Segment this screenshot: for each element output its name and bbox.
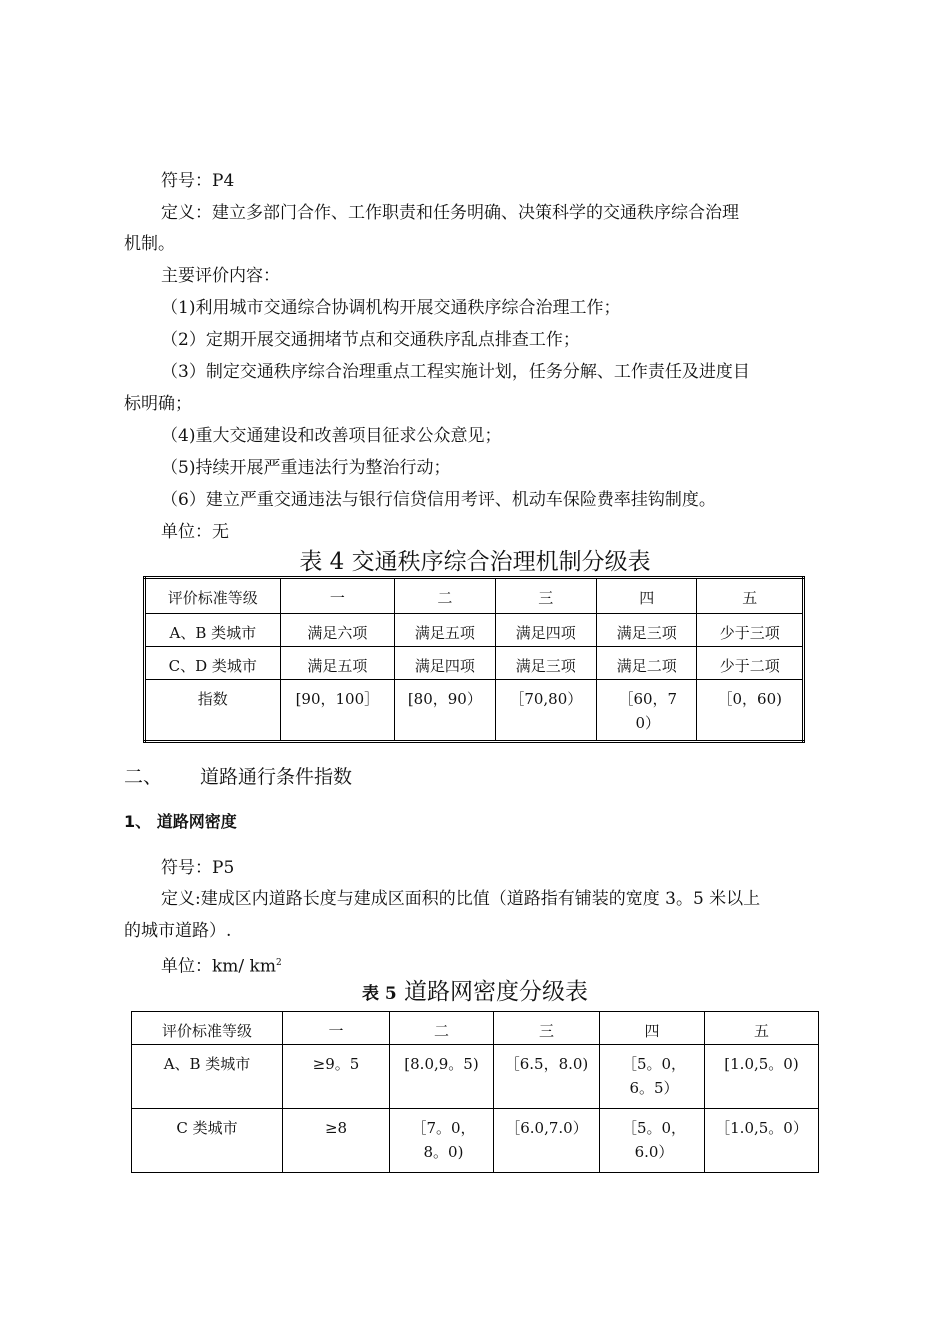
table5-caption-number: 表 5 xyxy=(361,984,397,1004)
table-cell: [90，100］ xyxy=(280,680,395,742)
table-cell: [8.0,9。5) xyxy=(390,1045,494,1109)
table-cell: C 类城市 xyxy=(132,1109,283,1173)
p4-item: （4)重大交通建设和改善项目征求公众意见； xyxy=(161,426,502,446)
table5 xyxy=(131,1011,819,1173)
p4-item: （3）制定交通秩序综合治理重点工程实施计划，任务分解、工作责任及进度目 xyxy=(161,362,750,382)
table-cell: 满足三项 xyxy=(597,614,697,647)
p4-item: （1)利用城市交通综合协调机构开展交通秩序综合治理工作； xyxy=(161,298,621,318)
table-row xyxy=(145,680,804,742)
table-header-cell: 三 xyxy=(495,578,596,614)
table-cell: 满足二项 xyxy=(597,647,697,680)
table-header-cell: 三 xyxy=(494,1012,600,1045)
table-cell: ［5。0，6.0） xyxy=(600,1109,705,1173)
table-cell: 满足四项 xyxy=(495,614,596,647)
p4-item: （5)持续开展严重违法行为整治行动； xyxy=(161,458,451,478)
table5-caption xyxy=(0,978,950,1008)
table-cell: [1.0,5。0) xyxy=(705,1045,819,1109)
table-cell: 满足四项 xyxy=(395,647,495,680)
table5-caption-title: 道路网密度分级表 xyxy=(404,979,589,1005)
table-cell: ［6.5，8.0) xyxy=(494,1045,600,1109)
table-cell: ≥9。5 xyxy=(283,1045,390,1109)
table-cell: C、D 类城市 xyxy=(145,647,281,680)
table-cell: ≥8 xyxy=(283,1109,390,1173)
table-cell: 指数 xyxy=(145,680,281,742)
table-row xyxy=(145,647,804,680)
table-header-cell: 四 xyxy=(600,1012,705,1045)
table-cell: 少于二项 xyxy=(697,647,804,680)
table-cell: A、B 类城市 xyxy=(145,614,281,647)
p5-symbol: 符号：P5 xyxy=(161,858,235,878)
p4-definition-line1: 定义：建立多部门合作、工作职责和任务明确、决策科学的交通秩序综合治理 xyxy=(161,203,739,223)
table-cell: ［70,80） xyxy=(495,680,596,742)
table-header-cell: 评价标准等级 xyxy=(145,578,281,614)
p4-unit: 单位：无 xyxy=(161,522,229,542)
p4-item-continuation: 标明确； xyxy=(124,394,192,414)
p4-item: （2）定期开展交通拥堵节点和交通秩序乱点排查工作； xyxy=(161,330,580,350)
table-row xyxy=(132,1045,819,1109)
table-header-cell: 五 xyxy=(697,578,804,614)
section-heading xyxy=(124,765,352,789)
p5-unit-text: 单位：km/ km xyxy=(161,956,276,977)
section-number: 二、 xyxy=(124,766,163,788)
table-cell: 满足六项 xyxy=(280,614,395,647)
table-cell: A、B 类城市 xyxy=(132,1045,283,1109)
table-row xyxy=(145,614,804,647)
p5-unit-exponent: 2 xyxy=(275,958,282,968)
table-cell: 满足五项 xyxy=(280,647,395,680)
table-header-cell: 二 xyxy=(395,578,495,614)
table-header-cell: 一 xyxy=(280,578,395,614)
p4-definition-line2: 机制。 xyxy=(124,234,175,254)
table-row xyxy=(132,1109,819,1173)
table5-header-row xyxy=(132,1012,819,1045)
subsection-heading: 1、 道路网密度 xyxy=(124,812,237,831)
p4-main-content-label: 主要评价内容： xyxy=(161,266,280,286)
p4-symbol: 符号：P4 xyxy=(161,171,235,191)
p5-definition-line2: 的城市道路）. xyxy=(124,921,232,941)
table-header-cell: 四 xyxy=(597,578,697,614)
table-cell: ［6.0,7.0） xyxy=(494,1109,600,1173)
p5-definition-line1: 定义:建成区内道路长度与建成区面积的比值（道路指有铺装的宽度 3。5 米以上 xyxy=(161,889,761,909)
p5-unit xyxy=(161,952,282,978)
table-cell: 少于三项 xyxy=(697,614,804,647)
table4-header-row xyxy=(145,578,804,614)
table-header-cell: 二 xyxy=(390,1012,494,1045)
table-header-cell: 一 xyxy=(283,1012,390,1045)
table-cell: ［7。0，8。0) xyxy=(390,1109,494,1173)
table-cell: ［60，70） xyxy=(597,680,697,742)
table-cell: [80，90） xyxy=(395,680,495,742)
table-header-cell: 五 xyxy=(705,1012,819,1045)
table-cell: 满足三项 xyxy=(495,647,596,680)
table-cell: 满足五项 xyxy=(395,614,495,647)
table-cell: ［1.0,5。0） xyxy=(705,1109,819,1173)
table-cell: ［0，60) xyxy=(697,680,804,742)
table4 xyxy=(143,576,805,743)
table4-caption: 表 4 交通秩序综合治理机制分级表 xyxy=(299,549,651,575)
section-title: 道路通行条件指数 xyxy=(200,766,353,788)
p4-item: （6）建立严重交通违法与银行信贷信用考评、机动车保险费率挂钩制度。 xyxy=(161,490,716,510)
table-cell: ［5。0，6。5） xyxy=(600,1045,705,1109)
table-header-cell: 评价标准等级 xyxy=(132,1012,283,1045)
